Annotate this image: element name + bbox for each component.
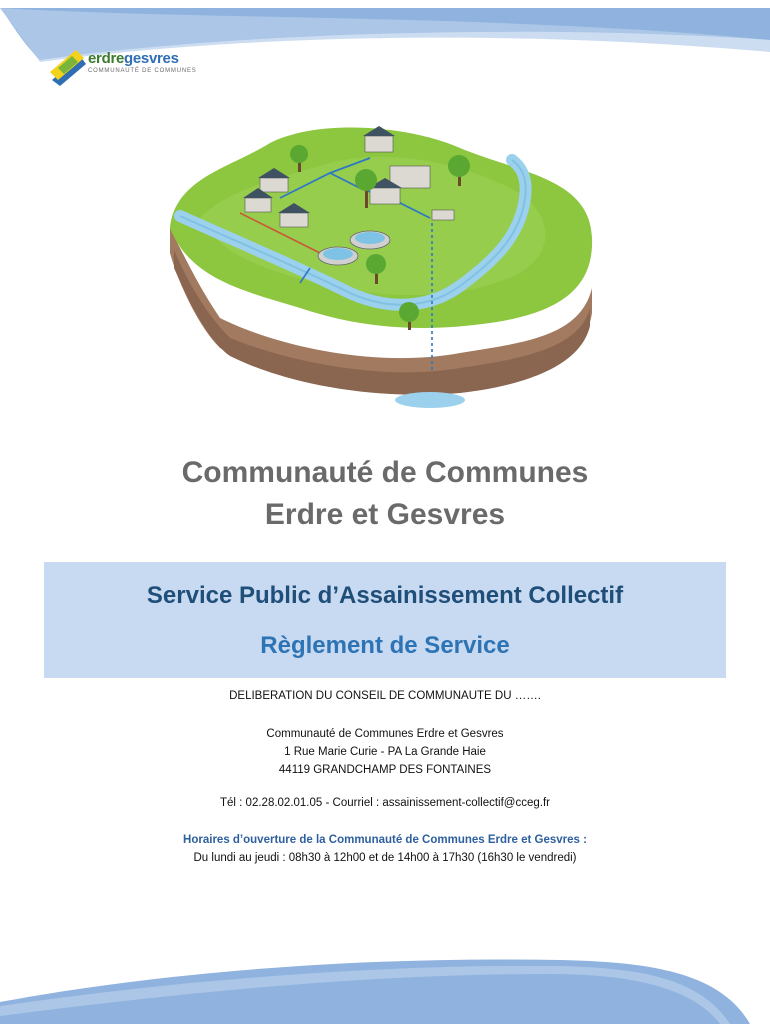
banner-service-title: Service Public d’Assainissement Collectif [146, 582, 624, 609]
title-line-1: Communauté de Communes [181, 456, 589, 489]
title-banner [44, 562, 726, 678]
logo-gesvres-text: gesvres [124, 50, 179, 67]
logo-wordmark [88, 50, 179, 67]
address-city: 44119 GRANDCHAMP DES FONTAINES [278, 764, 492, 776]
title-line-2: Erdre et Gesvres [264, 498, 506, 531]
opening-hours-text: Du lundi au jeudi : 08h30 à 12h00 et de 14h00 à 17h30 (16h30 le vendredi) [193, 852, 577, 864]
banner-regulation-title: Règlement de Service [260, 632, 510, 659]
erdre-gesvres-logo [50, 46, 197, 90]
address-name: Communauté de Communes Erdre et Gesvres [266, 728, 504, 740]
page-title [0, 452, 770, 536]
logo-subtitle: COMMUNAUTÉ DE COMMUNES [88, 68, 197, 74]
logo-erdre-text: erdre [88, 50, 125, 67]
deliberation-line: DELIBERATION DU CONSEIL DE COMMUNAUTE DU ……. [229, 690, 541, 702]
contact-line: Tél : 02.28.02.01.05 - Courriel : assainissement-collectif@cceg.fr [220, 797, 550, 809]
address-street: 1 Rue Marie Curie - PA La Grande Haie [284, 746, 486, 758]
opening-hours-title: Horaires d’ouverture de la Communauté de Communes Erdre et Gesvres : [183, 834, 587, 846]
sewerage-landscape-illustration [160, 118, 600, 418]
bottom-wave-decoration [0, 954, 770, 1024]
logo-leaf-icon [50, 50, 88, 86]
